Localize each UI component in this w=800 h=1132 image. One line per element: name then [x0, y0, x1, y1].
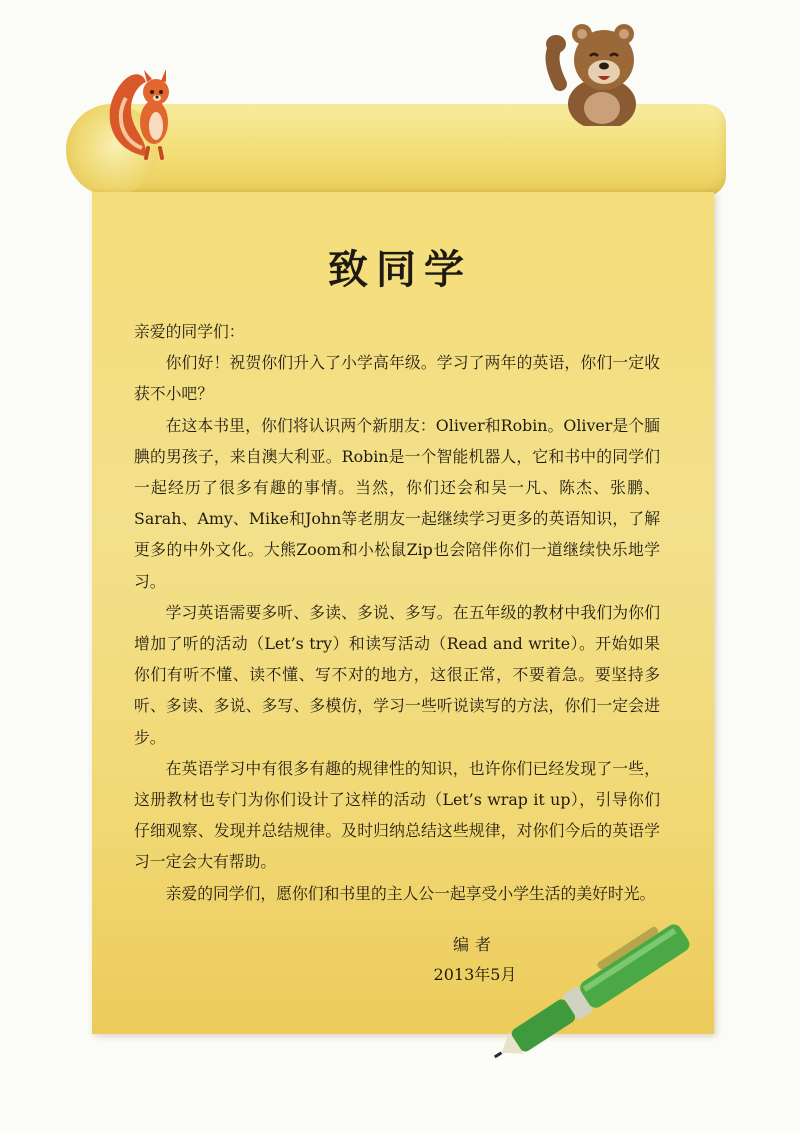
squirrel-icon — [98, 52, 180, 164]
bear-icon — [540, 14, 652, 126]
letter-paragraph: 你们好！祝贺你们升入了小学高年级。学习了两年的英语，你们一定收获不小吧？ — [134, 353, 660, 404]
letter-paragraph: 在英语学习中有很多有趣的规律性的知识，也许你们已经发现了一些，这册教材也专门为你们设计了这样的活动（Let’s wrap it up），引导你们仔细观察、发现并总结规律。及时归纳总结这些规律，对你们今后的英语学习一定会大有帮助。 — [134, 758, 660, 872]
letter-paragraph: 在这本书里，你们将认识两个新朋友：Oliver和Robin。Oliver是个腼腆的男孩子，来自澳大利亚。Robin是一个智能机器人，它和书中的同学们一起经历了很多有趣的事情。当然，你们还会和吴一凡、陈杰、张鹏、Sarah、Amy、Mike和John等老朋友一起继续学习更多的英语知识，了解更多的中外文化。大熊Zoom和小松鼠Zip也会陪伴你们一道继续快乐地学习。 — [134, 415, 660, 591]
letter-salutation: 亲爱的同学们： — [134, 322, 245, 341]
signature-date: 2013年5月 — [433, 965, 517, 984]
signature-author: 编者 — [452, 935, 497, 954]
letter-paragraph: 亲爱的同学们，愿你们和书里的主人公一起享受小学生活的美好时光。 — [165, 883, 656, 903]
pen-icon — [490, 902, 722, 1070]
page-title: 致同学 — [328, 246, 472, 293]
letter-paragraph: 学习英语需要多听、多读、多说、多写。在五年级的教材中我们为你们增加了听的活动（Let’s try）和读写活动（Read and write）。开始如果你们有听不懂、读不懂、写不对的地方，这很正常，不要着急。要坚持多听、多读、多说、多写、多模仿，学习一些听说读写的方法，你们一定会进步。 — [134, 602, 660, 747]
letter-body — [134, 316, 660, 909]
